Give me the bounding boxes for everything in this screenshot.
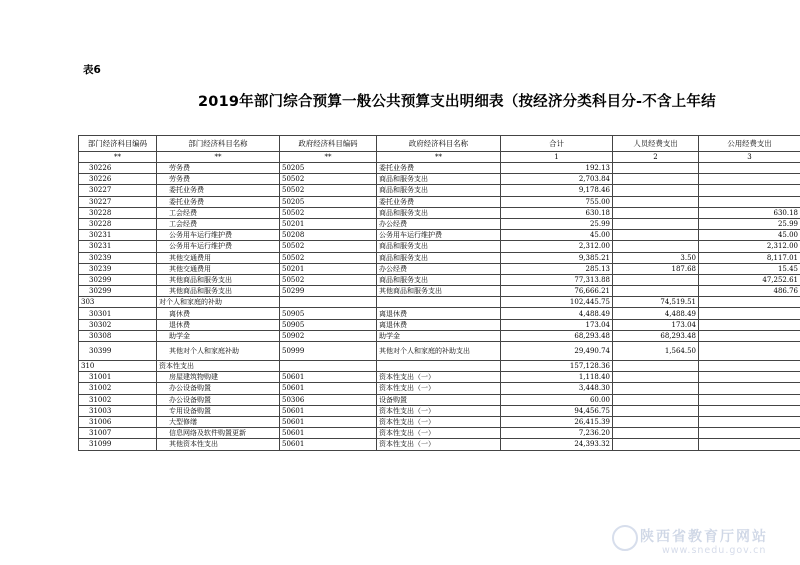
table-row: [79, 439, 800, 450]
table-row: [79, 416, 800, 427]
table-row: [79, 218, 800, 229]
table-index-row: [79, 152, 800, 163]
dept-code-cell: 30228: [79, 218, 157, 229]
personnel-cell: [613, 405, 699, 416]
dept-name-cell: 其他商品和服务支出: [157, 286, 280, 297]
total-cell: 77,313.88: [501, 274, 613, 285]
total-cell: 102,445.75: [501, 297, 613, 308]
index-cell: 3: [699, 152, 800, 163]
public-cell: [699, 383, 800, 394]
dept-code-cell: 30299: [79, 274, 157, 285]
gov-code-cell: 50205: [280, 196, 377, 207]
header-gov-name: 政府经济科目名称: [377, 136, 501, 152]
total-cell: 76,666.21: [501, 286, 613, 297]
public-cell: [699, 439, 800, 450]
dept-code-cell: 31099: [79, 439, 157, 450]
gov-code-cell: 50306: [280, 394, 377, 405]
gov-code-cell: 50905: [280, 319, 377, 330]
watermark-url: www.snedu.gov.cn: [662, 545, 767, 556]
gov-name-cell: 商品和服务支出: [377, 252, 501, 263]
header-total: 合计: [501, 136, 613, 152]
gov-name-cell: 办公经费: [377, 218, 501, 229]
gov-code-cell: 50905: [280, 308, 377, 319]
total-cell: 9,385.21: [501, 252, 613, 263]
personnel-cell: 74,519.51: [613, 297, 699, 308]
total-cell: 68,293.48: [501, 330, 613, 341]
gov-name-cell: 资本性支出（一）: [377, 439, 501, 450]
total-cell: 45.00: [501, 230, 613, 241]
dept-code-cell: 30227: [79, 196, 157, 207]
public-cell: [699, 361, 800, 372]
table-row: [79, 252, 800, 263]
dept-name-cell: 大型修缮: [157, 416, 280, 427]
dept-code-cell: 31007: [79, 428, 157, 439]
table-row: [79, 163, 800, 174]
total-cell: 630.18: [501, 207, 613, 218]
index-cell: 1: [501, 152, 613, 163]
dept-code-cell: 31003: [79, 405, 157, 416]
dept-code-cell: 30308: [79, 330, 157, 341]
dept-name-cell: 其他交通费用: [157, 252, 280, 263]
personnel-cell: [613, 174, 699, 185]
table-label: 表6: [83, 64, 101, 76]
dept-code-cell: 30231: [79, 230, 157, 241]
personnel-cell: [613, 196, 699, 207]
public-cell: [699, 428, 800, 439]
total-cell: 2,312.00: [501, 241, 613, 252]
personnel-cell: [613, 241, 699, 252]
gov-name-cell: 公务用车运行维护费: [377, 230, 501, 241]
gov-name-cell: 离退休费: [377, 308, 501, 319]
dept-name-cell: 其他交通费用: [157, 263, 280, 274]
public-cell: [699, 174, 800, 185]
total-cell: 285.13: [501, 263, 613, 274]
dept-name-cell: 办公设备购置: [157, 394, 280, 405]
gov-name-cell: 设备购置: [377, 394, 501, 405]
table-row: [79, 297, 800, 308]
personnel-cell: [613, 274, 699, 285]
total-cell: 755.00: [501, 196, 613, 207]
table-row: [79, 241, 800, 252]
personnel-cell: [613, 394, 699, 405]
header-dept-name: 部门经济科目名称: [157, 136, 280, 152]
dept-code-cell: 30302: [79, 319, 157, 330]
budget-table: [78, 135, 800, 451]
dept-code-cell: 31002: [79, 383, 157, 394]
table-row: [79, 185, 800, 196]
total-cell: 7,236.20: [501, 428, 613, 439]
dept-name-cell: 工会经费: [157, 207, 280, 218]
dept-code-cell: 310: [79, 361, 157, 372]
dept-name-cell: 离休费: [157, 308, 280, 319]
dept-name-cell: 公务用车运行维护费: [157, 241, 280, 252]
total-cell: 94,456.75: [501, 405, 613, 416]
total-cell: 9,178.46: [501, 185, 613, 196]
personnel-cell: [613, 230, 699, 241]
total-cell: 173.04: [501, 319, 613, 330]
dept-code-cell: 30399: [79, 342, 157, 361]
dept-name-cell: 其他资本性支出: [157, 439, 280, 450]
public-cell: [699, 416, 800, 427]
gov-name-cell: 商品和服务支出: [377, 174, 501, 185]
index-cell: **: [280, 152, 377, 163]
total-cell: 25.99: [501, 218, 613, 229]
dept-name-cell: 助学金: [157, 330, 280, 341]
gov-code-cell: 50502: [280, 207, 377, 218]
table-row: [79, 383, 800, 394]
public-cell: 47,252.61: [699, 274, 800, 285]
header-personnel: 人员经费支出: [613, 136, 699, 152]
personnel-cell: [613, 383, 699, 394]
personnel-cell: [613, 207, 699, 218]
dept-code-cell: 30239: [79, 252, 157, 263]
total-cell: 24,393.32: [501, 439, 613, 450]
public-cell: [699, 319, 800, 330]
public-cell: [699, 330, 800, 341]
dept-name-cell: 劳务费: [157, 174, 280, 185]
gov-code-cell: 50201: [280, 263, 377, 274]
gov-name-cell: 助学金: [377, 330, 501, 341]
public-cell: 486.76: [699, 286, 800, 297]
dept-name-cell: 劳务费: [157, 163, 280, 174]
index-cell: **: [79, 152, 157, 163]
public-cell: 630.18: [699, 207, 800, 218]
public-cell: 15.45: [699, 263, 800, 274]
gov-name-cell: 资本性支出（一）: [377, 383, 501, 394]
watermark-logo-icon: [612, 525, 638, 551]
gov-code-cell: 50502: [280, 252, 377, 263]
dept-name-cell: 资本性支出: [157, 361, 280, 372]
table-row: [79, 274, 800, 285]
dept-name-cell: 其他商品和服务支出: [157, 274, 280, 285]
table-row: [79, 308, 800, 319]
public-cell: 2,312.00: [699, 241, 800, 252]
table-row: [79, 319, 800, 330]
personnel-cell: [613, 361, 699, 372]
personnel-cell: [613, 439, 699, 450]
personnel-cell: [613, 416, 699, 427]
gov-code-cell: 50205: [280, 163, 377, 174]
header-dept-code: 部门经济科目编码: [79, 136, 157, 152]
gov-code-cell: 50902: [280, 330, 377, 341]
table-row: [79, 405, 800, 416]
gov-code-cell: 50999: [280, 342, 377, 361]
gov-name-cell: 委托业务费: [377, 163, 501, 174]
public-cell: 45.00: [699, 230, 800, 241]
gov-code-cell: 50601: [280, 439, 377, 450]
gov-code-cell: 50201: [280, 218, 377, 229]
public-cell: [699, 196, 800, 207]
personnel-cell: 1,564.50: [613, 342, 699, 361]
table-row: [79, 342, 800, 361]
public-cell: [699, 297, 800, 308]
public-cell: [699, 342, 800, 361]
dept-name-cell: 办公设备购置: [157, 383, 280, 394]
table-row: [79, 372, 800, 383]
gov-code-cell: 50601: [280, 416, 377, 427]
public-cell: [699, 405, 800, 416]
dept-name-cell: 委托业务费: [157, 196, 280, 207]
personnel-cell: [613, 372, 699, 383]
personnel-cell: [613, 218, 699, 229]
dept-code-cell: 30226: [79, 174, 157, 185]
dept-code-cell: 31006: [79, 416, 157, 427]
gov-code-cell: 50299: [280, 286, 377, 297]
public-cell: 8,117.01: [699, 252, 800, 263]
dept-name-cell: 退休费: [157, 319, 280, 330]
gov-code-cell: 50601: [280, 372, 377, 383]
gov-name-cell: 资本性支出（一）: [377, 372, 501, 383]
dept-code-cell: 31001: [79, 372, 157, 383]
dept-code-cell: 30301: [79, 308, 157, 319]
table-row: [79, 394, 800, 405]
personnel-cell: [613, 428, 699, 439]
gov-code-cell: [280, 361, 377, 372]
gov-code-cell: 50502: [280, 241, 377, 252]
gov-code-cell: 50601: [280, 428, 377, 439]
total-cell: 157,128.36: [501, 361, 613, 372]
dept-code-cell: 30239: [79, 263, 157, 274]
gov-name-cell: 资本性支出（一）: [377, 405, 501, 416]
gov-name-cell: [377, 361, 501, 372]
dept-name-cell: 房屋建筑物购建: [157, 372, 280, 383]
total-cell: 60.00: [501, 394, 613, 405]
dept-name-cell: 公务用车运行维护费: [157, 230, 280, 241]
gov-name-cell: 办公经费: [377, 263, 501, 274]
gov-name-cell: 资本性支出（一）: [377, 416, 501, 427]
table-row: [79, 174, 800, 185]
public-cell: [699, 185, 800, 196]
gov-name-cell: 资本性支出（一）: [377, 428, 501, 439]
total-cell: 4,488.49: [501, 308, 613, 319]
personnel-cell: [613, 286, 699, 297]
total-cell: 1,118.40: [501, 372, 613, 383]
gov-code-cell: 50601: [280, 405, 377, 416]
dept-name-cell: 工会经费: [157, 218, 280, 229]
total-cell: 26,415.39: [501, 416, 613, 427]
dept-name-cell: 专用设备购置: [157, 405, 280, 416]
personnel-cell: 4,488.49: [613, 308, 699, 319]
total-cell: 29,490.74: [501, 342, 613, 361]
table-row: [79, 286, 800, 297]
dept-name-cell: 信息网络及软件购置更新: [157, 428, 280, 439]
table-row: [79, 428, 800, 439]
index-cell: **: [157, 152, 280, 163]
personnel-cell: [613, 185, 699, 196]
table-row: [79, 196, 800, 207]
public-cell: [699, 308, 800, 319]
gov-code-cell: 50502: [280, 185, 377, 196]
table-row: [79, 207, 800, 218]
dept-code-cell: 30299: [79, 286, 157, 297]
public-cell: 25.99: [699, 218, 800, 229]
public-cell: [699, 372, 800, 383]
gov-name-cell: 委托业务费: [377, 196, 501, 207]
total-cell: 192.13: [501, 163, 613, 174]
gov-name-cell: [377, 297, 501, 308]
public-cell: [699, 394, 800, 405]
dept-code-cell: 31002: [79, 394, 157, 405]
dept-name-cell: 对个人和家庭的补助: [157, 297, 280, 308]
table-row: [79, 263, 800, 274]
header-gov-code: 政府经济科目编码: [280, 136, 377, 152]
gov-name-cell: 商品和服务支出: [377, 185, 501, 196]
public-cell: [699, 163, 800, 174]
watermark-text: 陕西省教育厅网站: [640, 529, 768, 545]
header-public: 公用经费支出: [699, 136, 800, 152]
dept-name-cell: 其他对个人和家庭补助: [157, 342, 280, 361]
dept-code-cell: 30226: [79, 163, 157, 174]
dept-code-cell: 30227: [79, 185, 157, 196]
index-cell: **: [377, 152, 501, 163]
gov-name-cell: 其他商品和服务支出: [377, 286, 501, 297]
gov-code-cell: 50208: [280, 230, 377, 241]
personnel-cell: 3.50: [613, 252, 699, 263]
dept-name-cell: 委托业务费: [157, 185, 280, 196]
gov-code-cell: 50601: [280, 383, 377, 394]
total-cell: 3,448.30: [501, 383, 613, 394]
personnel-cell: 187.68: [613, 263, 699, 274]
index-cell: 2: [613, 152, 699, 163]
document-title: 2019年部门综合预算一般公共预算支出明细表（按经济分类科目分-不含上年结: [198, 94, 716, 110]
total-cell: 2,703.84: [501, 174, 613, 185]
table-row: [79, 361, 800, 372]
dept-code-cell: 303: [79, 297, 157, 308]
gov-code-cell: [280, 297, 377, 308]
gov-code-cell: 50502: [280, 174, 377, 185]
table-row: [79, 330, 800, 341]
gov-name-cell: 商品和服务支出: [377, 241, 501, 252]
personnel-cell: 68,293.48: [613, 330, 699, 341]
gov-code-cell: 50502: [280, 274, 377, 285]
dept-code-cell: 30228: [79, 207, 157, 218]
dept-code-cell: 30231: [79, 241, 157, 252]
personnel-cell: 173.04: [613, 319, 699, 330]
gov-name-cell: 离退休费: [377, 319, 501, 330]
gov-name-cell: 其他对个人和家庭的补助支出: [377, 342, 501, 361]
table-header-row: [79, 136, 800, 152]
gov-name-cell: 商品和服务支出: [377, 274, 501, 285]
table-row: [79, 230, 800, 241]
personnel-cell: [613, 163, 699, 174]
gov-name-cell: 商品和服务支出: [377, 207, 501, 218]
